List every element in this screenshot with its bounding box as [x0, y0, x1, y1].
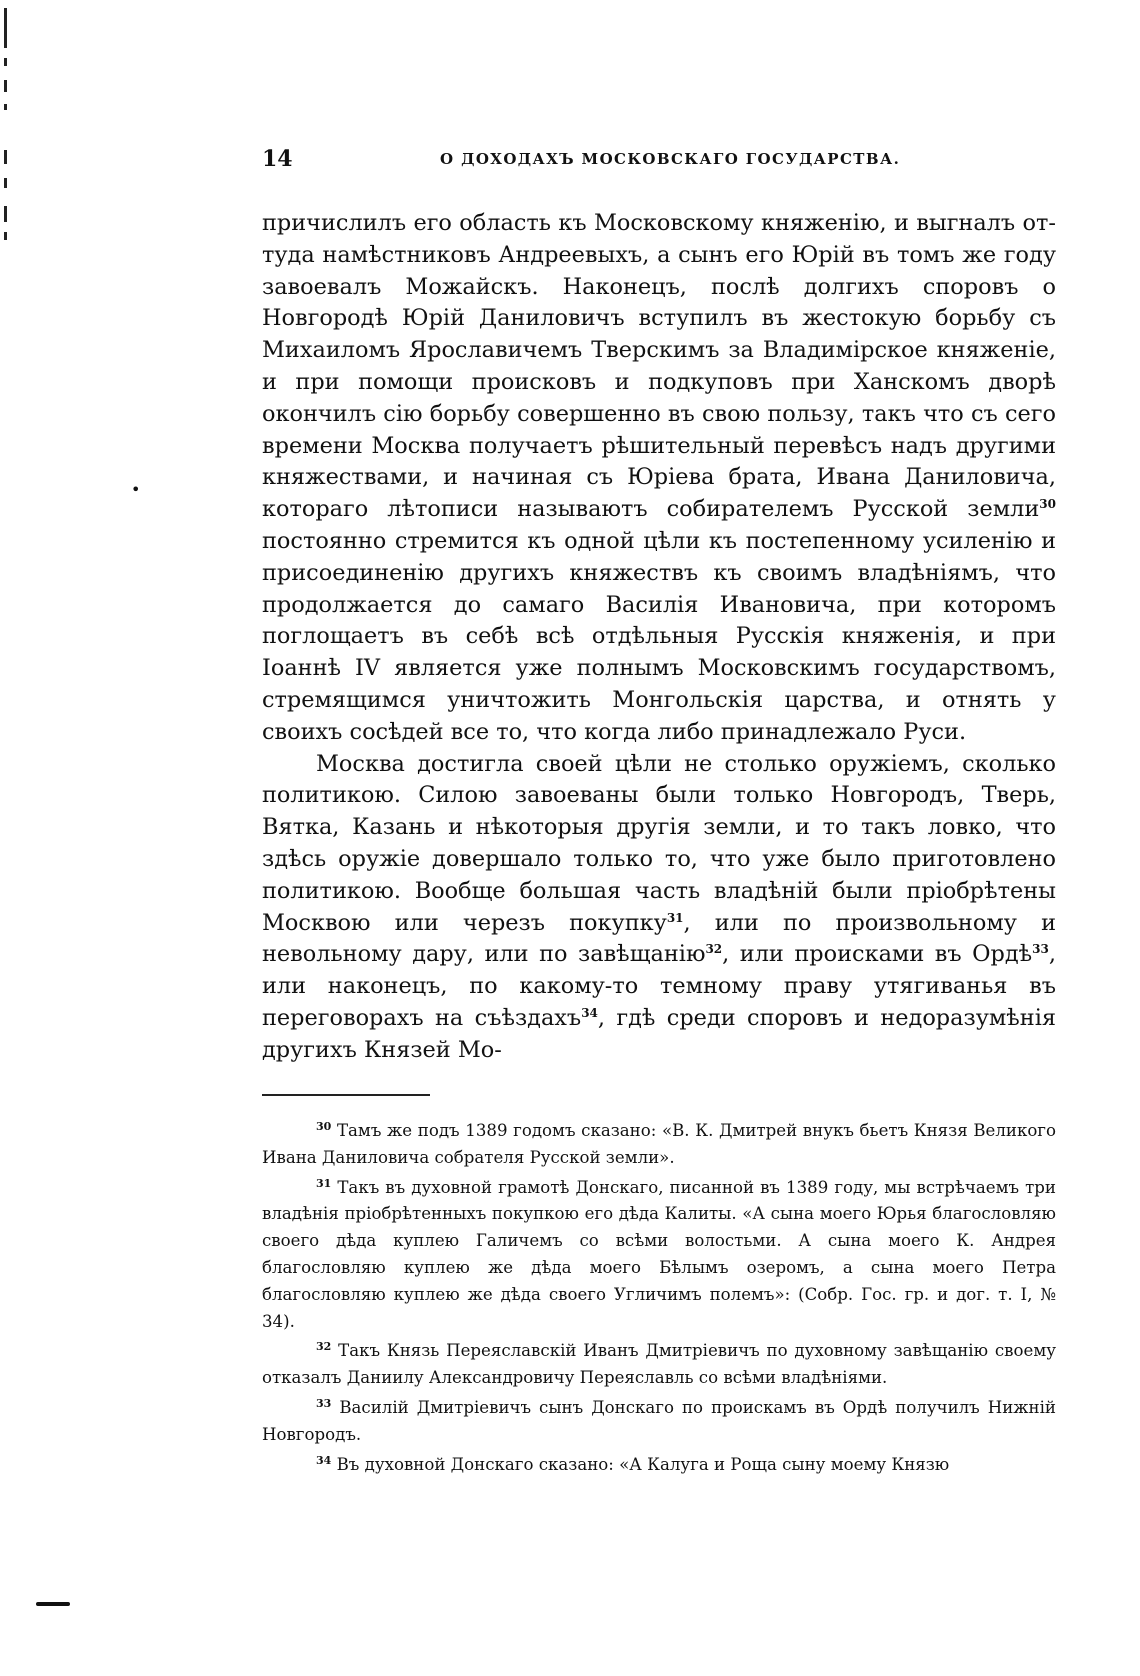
- paragraph-2-text-1: Москва достигла своей цѣли не столько оружіемъ, сколько политикою. Силою завоеваны были только Новгородъ, Тверь, Вятка, Казань и нѣкоторыя другія земли, и то такъ ловко, что здѣсь оружіе довершало только то, что уже было приготовлено политикою. Вообще большая часть владѣній были пріобрѣтены Москвою или черезъ покупку: [262, 750, 1056, 936]
- footnote-31: [262, 1175, 1056, 1336]
- footnote-text: Такъ Князь Переяславскій Иванъ Дмитріевичъ по духовному завѣщанію своему отказалъ Даниилу Александровичу Переяславль со всѣми владѣніями.: [262, 1341, 1056, 1388]
- footnote-text: Такъ въ духовной грамотѣ Донскаго, писанной въ 1389 году, мы встрѣчаемъ три владѣнія пріобрѣтенныхъ покупкою его дѣда Калиты. «А сына моего Юрья благословляю своего дѣда куплею Галичемъ со всѣми волостьми. А сына моего К. Андрея благословляю куплею же дѣда моего Бѣлымъ озеромъ, а сына моего Петра благословляю куплею же дѣда своего Угличимъ полемъ»: (Собр. Гос. гр. и дог. т. I, № 34).: [262, 1177, 1056, 1331]
- paragraph-1-text-2: постоянно стремится къ одной цѣли къ постепенному усиленію и присоединенію другихъ княжествъ къ своимъ владѣніямъ, что продолжается до самаго Василія Ивановича, при которомъ поглощаетъ въ себѣ всѣ отдѣльныя Русскія княженія, и при Іоаннѣ IV является уже полнымъ Московскимъ государствомъ, стремящимся уничтожить Монгольскія царства, и отнять у своихъ сосѣдей все то, что когда либо принадлежало Руси.: [262, 527, 1056, 745]
- scan-mark: [36, 1602, 70, 1606]
- footnote-divider: [262, 1094, 430, 1096]
- paragraph-1-text-1: причислилъ его область къ Московскому княженію, и выгналъ оттуда намѣстниковъ Андреевыхъ, а сынъ его Юрій въ томъ же году завоевалъ Можайскъ. Наконецъ, послѣ долгихъ споровъ о Новгородѣ Юрій Даниловичъ вступилъ въ жестокую борьбу съ Михаиломъ Ярославичемъ Тверскимъ за Владимірское княженіе, и при помощи происковъ и подкуповъ при Ханскомъ дворѣ окончилъ сію борьбу совершенно въ свою пользу, такъ что съ сего времени Москва получаетъ рѣшительный перевѣсъ надъ другими княжествами, и начиная съ Юріева брата, Ивана Даниловича, котораго лѣтописи называютъ собирателемъ Русской земли: [262, 210, 1056, 523]
- footnote-number: 32: [316, 1340, 332, 1354]
- margin-bullet: •: [131, 480, 141, 499]
- footnote-32: [262, 1338, 1056, 1392]
- paragraph-1: [262, 208, 1056, 749]
- footnote-ref-33: 33: [1032, 942, 1049, 957]
- paragraph-2-text-4: , или наконецъ, по какому-то темному праву утягиванья въ переговорахъ на съѣздахъ: [262, 941, 1056, 1031]
- footnote-number: 31: [316, 1176, 332, 1190]
- footnotes: [262, 1118, 1056, 1481]
- page-header: [262, 146, 1056, 176]
- footnote-ref-34: 34: [581, 1005, 598, 1020]
- footnote-number: 30: [316, 1120, 332, 1133]
- footnote-30: [262, 1118, 1056, 1172]
- footnote-ref-31: 31: [666, 910, 684, 925]
- footnote-34: [262, 1452, 1056, 1479]
- scan-edge-marks: [0, 0, 14, 260]
- footnote-number: 34: [316, 1453, 332, 1467]
- paragraph-2-text-2: , или по произвольному и невольному дару, или по завѣщанію: [262, 909, 1057, 968]
- running-title: О ДОХОДАХЪ МОСКОВСКАГО ГОСУДАРСТВА.: [440, 150, 901, 168]
- main-text: [262, 208, 1056, 1067]
- footnote-number: 33: [316, 1396, 332, 1410]
- paragraph-2: [262, 749, 1056, 1067]
- footnote-33: [262, 1395, 1056, 1449]
- footnote-text: Василій Дмитріевичъ сынъ Донскаго по проискамъ въ Ордѣ получилъ Нижній Новгородъ.: [262, 1397, 1056, 1444]
- footnote-text: Тамъ же подъ 1389 годомъ сказано: «В. К. Дмитрей внукъ бьетъ Князя Великого Ивана Даниловича собрателя Русской земли».: [262, 1121, 1056, 1167]
- paragraph-2-text-5: , гдѣ среди споровъ и недоразумѣнія другихъ Князей Мо-: [262, 1004, 1056, 1063]
- paragraph-2-text-3: , или происками въ Ордѣ: [722, 941, 1033, 968]
- footnote-ref-30: 30: [1039, 497, 1056, 512]
- footnote-text: Въ духовной Донскаго сказано: «А Калуга и Роща сыну моему Князю: [331, 1454, 950, 1474]
- footnote-ref-32: 32: [705, 942, 723, 957]
- page-number: 14: [262, 146, 293, 172]
